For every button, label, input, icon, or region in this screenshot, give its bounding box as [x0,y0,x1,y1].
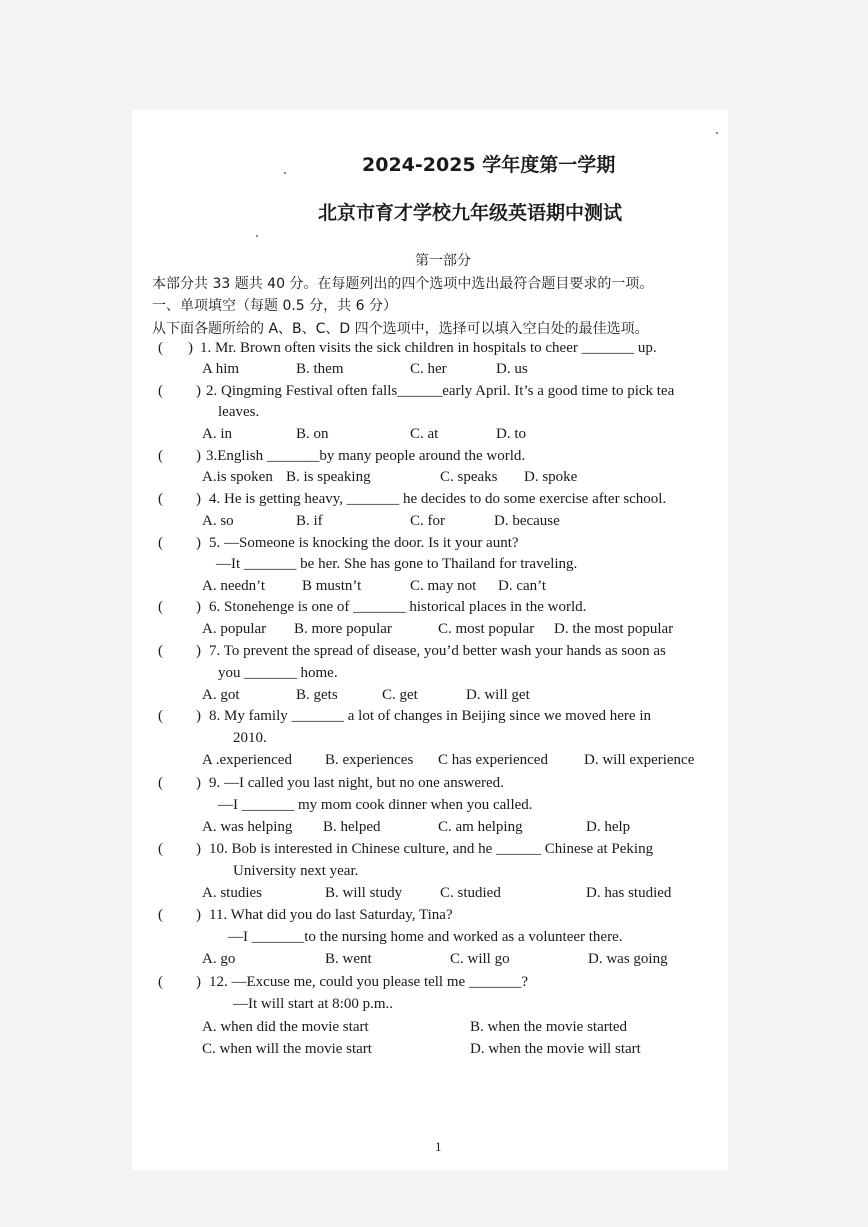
option-b: B. them [296,361,344,377]
question-stem: 10. Bob is interested in Chinese culture, and he ______ Chinese at Peking [209,841,654,857]
option-a: A. popular [202,621,267,637]
option-b: B. helped [323,819,381,835]
answer-paren-close: ) [196,535,201,551]
option-c: C. her [410,361,447,377]
question-stem-cont: —I _______ my mom cook dinner when you called. [218,797,533,813]
option-c: C. will go [450,951,510,967]
option-b: B. on [296,426,329,442]
option-a: A. studies [202,885,262,901]
option-b: B. is speaking [286,469,371,485]
option-c: C. at [410,426,439,442]
option-c: C. am helping [438,819,523,835]
option-a: A. so [202,513,234,529]
option-d: D. because [494,513,560,529]
section-title: 一、单项填空（每题 0.5 分，共 6 分） [152,298,397,314]
answer-paren-open: ( [158,383,163,399]
answer-paren-open: ( [158,491,163,507]
option-a: A. when did the movie start [202,1019,369,1035]
question-stem-cont: University next year. [233,863,359,879]
option-d: D. us [496,361,528,377]
question-stem: 12. —Excuse me, could you please tell me _______? [209,974,529,990]
question-stem: 3.English _______by many people around the world. [206,448,526,464]
answer-paren-close: ) [196,841,201,857]
option-b: B. experiences [325,752,414,768]
option-b: B. when the movie started [470,1019,628,1035]
part-heading: 第一部分 [415,253,471,269]
option-d: D. was going [588,951,668,967]
section-instruction: 从下面各题所给的 A、B、C、D 四个选项中，选择可以填入空白处的最佳选项。 [152,321,649,337]
answer-paren-open: ( [158,535,163,551]
option-d: D. help [586,819,631,835]
question-stem: 6. Stonehenge is one of _______ historical places in the world. [209,599,587,615]
question-stem: 5. —Someone is knocking the door. Is it your aunt? [209,535,519,551]
question-stem: 8. My family _______ a lot of changes in Beijing since we moved here in [209,708,651,724]
option-c: C has experienced [438,752,548,768]
option-a: A him [202,361,240,377]
answer-paren-close: ) [196,448,201,464]
option-d: D. will experience [584,752,695,768]
option-c: C. get [382,687,418,703]
answer-paren-open: ( [158,775,163,791]
option-b: B. more popular [294,621,392,637]
answer-paren-close: ) [196,491,201,507]
question-stem-cont: you _______ home. [218,665,338,681]
option-b: B mustn’t [302,578,362,594]
option-c: C. may not [410,578,477,594]
scan-speck [256,235,258,237]
option-b: B. if [296,513,323,529]
option-c: C. studied [440,885,501,901]
exam-title-school: 北京市育才学校九年级英语期中测试 [318,202,623,224]
option-c: C. speaks [440,469,498,485]
page-number: 1 [435,1139,442,1154]
answer-paren-open: ( [158,643,163,659]
question-stem-cont: —It _______ be her. She has gone to Thailand for traveling. [216,556,578,572]
option-c: C. when will the movie start [202,1041,372,1057]
option-b: B. went [325,951,372,967]
question-stem: 1. Mr. Brown often visits the sick children in hospitals to cheer _______ up. [200,340,657,356]
option-a: A. got [202,687,240,703]
option-a: A. go [202,951,236,967]
option-c: C. for [410,513,445,529]
answer-paren-close: ) [196,708,201,724]
answer-paren-close: ) [188,340,193,356]
answer-paren-open: ( [158,974,163,990]
option-b: B. will study [325,885,403,901]
exam-title-term: 2024-2025 学年度第一学期 [362,154,616,176]
option-a: A. in [202,426,232,442]
question-stem: 7. To prevent the spread of disease, you’d better wash your hands as soon as [209,643,666,659]
question-stem: 2. Qingming Festival often falls______early April. It’s a good time to pick tea [206,383,675,399]
option-b: B. gets [296,687,338,703]
option-d: D. will get [466,687,530,703]
question-stem: 11. What did you do last Saturday, Tina? [209,907,453,923]
answer-paren-close: ) [196,383,201,399]
answer-paren-open: ( [158,599,163,615]
answer-paren-open: ( [158,340,163,356]
part-intro: 本部分共 33 题共 40 分。在每题列出的四个选项中选出最符合题目要求的一项。 [152,276,654,292]
answer-paren-close: ) [196,599,201,615]
question-stem-cont: leaves. [218,404,260,420]
option-d: D. spoke [524,469,578,485]
answer-paren-close: ) [196,643,201,659]
scan-speck [716,132,718,134]
answer-paren-open: ( [158,448,163,464]
question-stem: 4. He is getting heavy, _______ he decides to do some exercise after school. [209,491,667,507]
option-d: D. to [496,426,526,442]
answer-paren-close: ) [196,974,201,990]
answer-paren-close: ) [196,775,201,791]
option-d: D. the most popular [554,621,674,637]
option-a: A .experienced [202,752,292,768]
answer-paren-open: ( [158,841,163,857]
option-d: D. can’t [498,578,547,594]
question-stem-cont: —It will start at 8:00 p.m.. [233,996,393,1012]
answer-paren-open: ( [158,907,163,923]
option-a: A. was helping [202,819,293,835]
option-a: A. needn’t [202,578,266,594]
option-d: D. when the movie will start [470,1041,641,1057]
option-c: C. most popular [438,621,535,637]
question-stem-cont: 2010. [233,730,267,746]
answer-paren-open: ( [158,708,163,724]
question-stem: 9. —I called you last night, but no one answered. [209,775,504,791]
option-d: D. has studied [586,885,672,901]
question-stem-cont: —I _______to the nursing home and worked as a volunteer there. [228,929,623,945]
option-a: A.is spoken [202,469,273,485]
scan-speck [284,172,286,174]
answer-paren-close: ) [196,907,201,923]
